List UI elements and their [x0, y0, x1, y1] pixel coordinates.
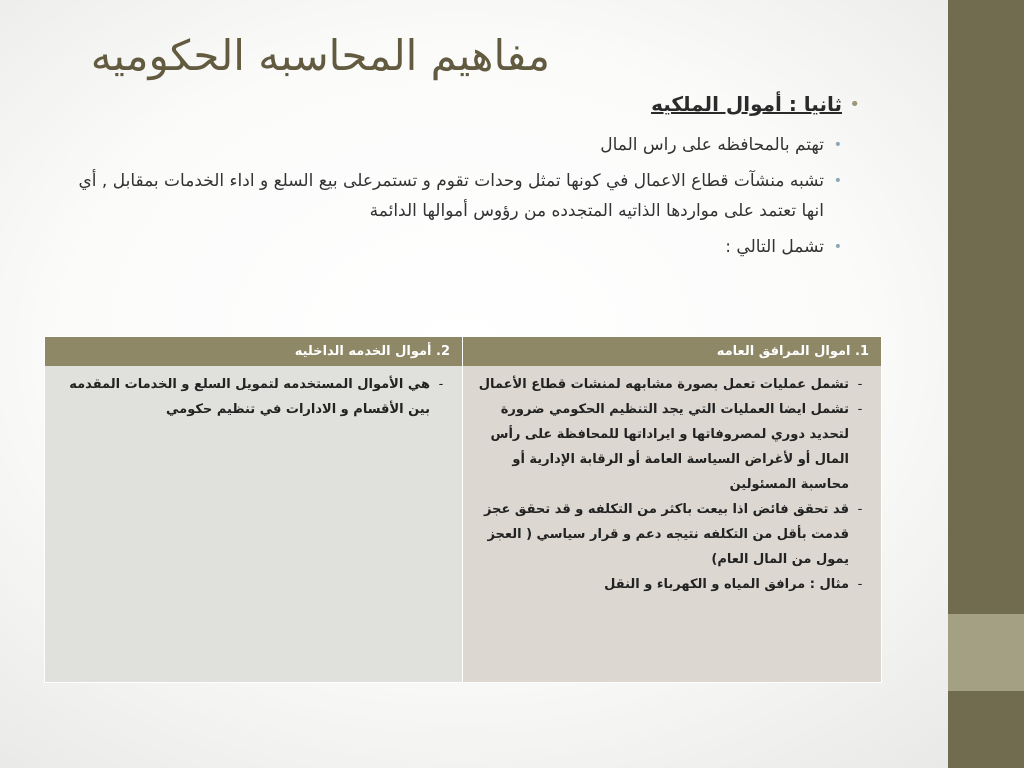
- dash-marker: -: [857, 402, 863, 417]
- column-header-internal-service: 2. أموال الخدمه الداخليه: [294, 344, 450, 359]
- cell-item-text: تشمل ايضا العمليات التي يجد التنظيم الحكومي ضرورة لتحديد دوري لمصروفاتها و ايراداتها للمحافظة على رأس المال أو لأغراض السياسة العامة أو الرقابة الإدارية أو محاسبة المسئولين: [490, 402, 849, 492]
- cell-item-text: قد تحقق فائض اذا بيعت باكثر من التكلفه و قد تحقق عجز قدمت بأقل من التكلفه نتيجه دعم و قرار سياسي ( العجز يمول من المال العام): [484, 502, 849, 567]
- cell-item-text: هي الأموال المستخدمه لتمويل السلع و الخدمات المقدمه بين الأقسام و الادارات في تنظيم حكومي: [69, 377, 430, 417]
- bullet-icon: •: [833, 173, 842, 189]
- table-cell-public-utilities: [462, 366, 881, 682]
- list-item: [60, 166, 842, 226]
- heading-bullet-item: [60, 92, 860, 116]
- cell-item-text: مثال : مرافق المياه و الكهرباء و النقل: [604, 577, 849, 592]
- table-header-row: [45, 337, 881, 366]
- section-heading: ثانيا : أموال الملكيه: [651, 92, 842, 116]
- cell-list-item: [473, 397, 871, 497]
- list-item: [60, 130, 842, 160]
- cell-list-item: [473, 497, 871, 572]
- point-text: تشمل التالي :: [725, 237, 824, 257]
- slide-title: مفاهيم المحاسبه الحكوميه: [90, 31, 550, 80]
- dash-marker: -: [857, 577, 863, 592]
- cell-list-item: [473, 572, 871, 597]
- table-cell-internal-service: [45, 366, 462, 682]
- point-text: تشبه منشآت قطاع الاعمال في كونها تمثل وحدات تقوم و تستمرعلى بيع السلع و اداء الخدمات بمقابل , أي انها تعتمد على مواردها الذاتيه المتجدده من رؤوس أموالها الدائمة: [78, 171, 824, 221]
- sidebar-accent-block: [948, 614, 1024, 691]
- dash-marker: -: [857, 377, 863, 392]
- cell-list-item: [55, 372, 452, 422]
- slide-content: [60, 92, 860, 268]
- list-item: [60, 232, 842, 262]
- cell-item-text: تشمل عمليات تعمل بصورة مشابهه لمنشات قطاع الأعمال: [478, 377, 849, 392]
- cell-list-item: [473, 372, 871, 397]
- point-text: تهتم بالمحافظه على راس المال: [600, 135, 824, 155]
- bullet-icon: •: [849, 94, 860, 115]
- table-body-row: [45, 366, 881, 682]
- dash-marker: -: [438, 377, 444, 392]
- bullet-icon: •: [833, 239, 842, 255]
- comparison-table: [44, 336, 882, 683]
- bullet-icon: •: [833, 137, 842, 153]
- column-header-public-utilities: 1. اموال المرافق العامه: [462, 337, 881, 366]
- dash-marker: -: [857, 502, 863, 517]
